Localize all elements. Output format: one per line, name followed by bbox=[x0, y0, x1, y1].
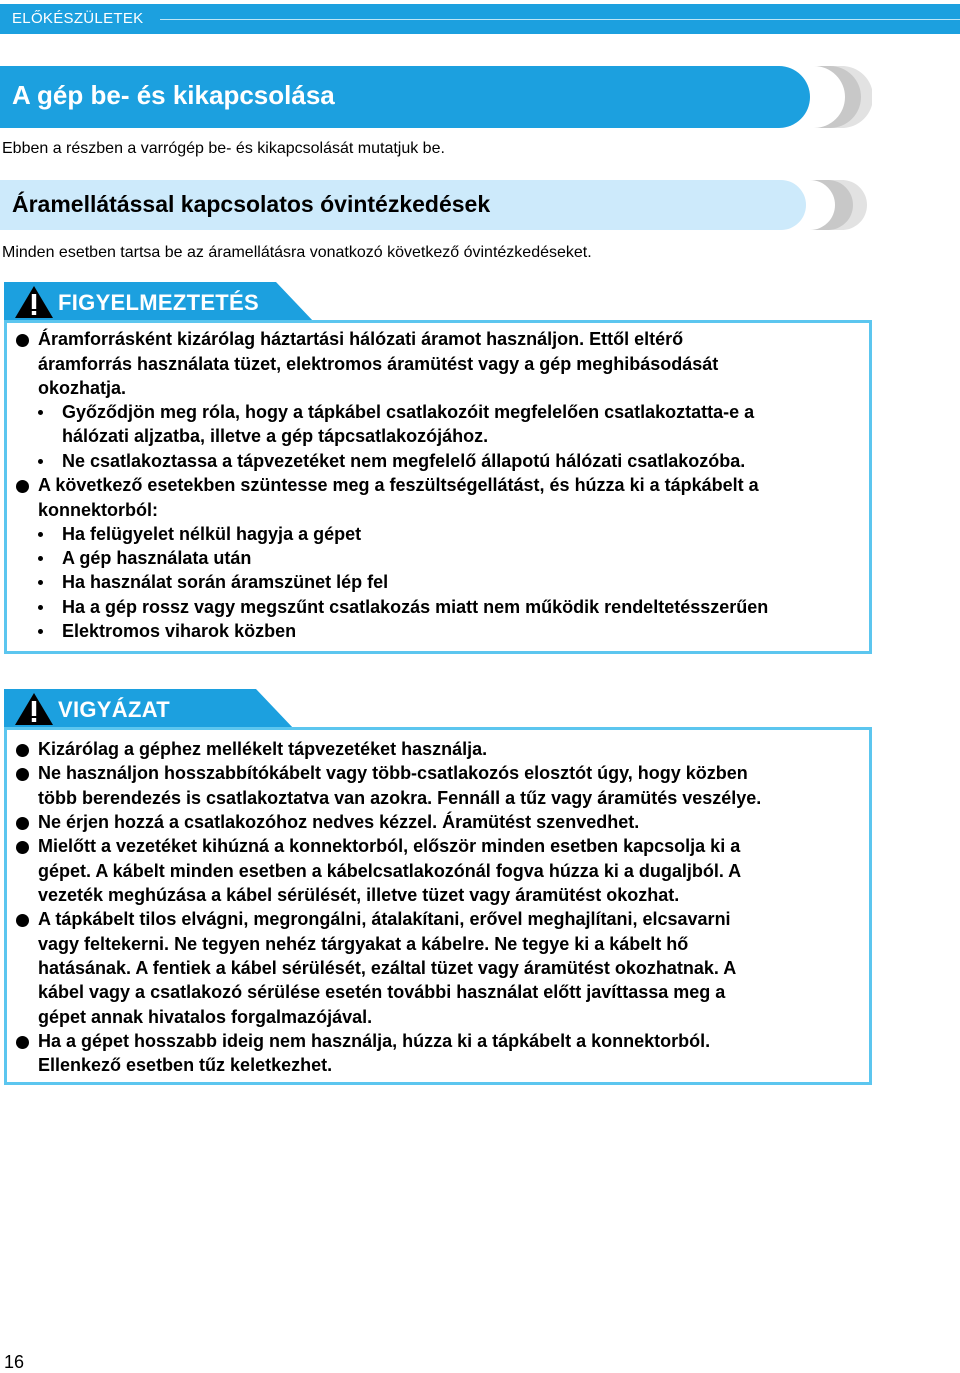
warning-text-line: okozhatja. bbox=[38, 378, 127, 398]
warning-text-line: hálózati aljzatba, illetve a gép tápcsatlakozójához. bbox=[62, 426, 489, 446]
caution-text-line: vagy feltekerni. Ne tegyen nehéz tárgyakat a kábelre. Ne tegye ki a kábelt hő bbox=[38, 934, 689, 954]
sub-bullet-icon bbox=[38, 410, 43, 415]
intro-text: Ebben a részben a varrógép be- és kikapcsolását mutatjuk be. bbox=[2, 140, 445, 157]
caution-text-line: Ellenkező esetben tűz keletkezhet. bbox=[38, 1055, 333, 1075]
caution-title: VIGYÁZAT bbox=[58, 697, 170, 722]
bullet-icon bbox=[16, 817, 29, 830]
bullet-icon bbox=[16, 744, 29, 757]
bullet-icon bbox=[16, 334, 29, 347]
page-title: A gép be- és kikapcsolása bbox=[12, 80, 335, 110]
caution-text-line: több berendezés is csatlakoztatva van azokra. Fennáll a tűz vagy áramütés veszélye. bbox=[38, 788, 762, 808]
page-title-band bbox=[0, 66, 810, 128]
caution-text-line: vezeték meghúzása a kábel sérülését, illetve tüzet vagy áramütést okozhat. bbox=[38, 885, 680, 905]
section-header-rule bbox=[160, 19, 960, 20]
subsection-intro-text: Minden esetben tartsa be az áramellátásra vonatkozó következő óvintézkedéseket. bbox=[2, 244, 592, 261]
caution-text-line: Mielőtt a vezetéket kihúzná a konnektorból, először minden esetben kapcsolja ki a bbox=[38, 836, 741, 856]
caution-text-line: hatásának. A fentiek a kábel sérülését, ezáltal tüzet vagy áramütést okozhatnak. A bbox=[38, 958, 737, 978]
warning-text-line: Ha a gép rossz vagy megszűnt csatlakozás miatt nem működik rendeltetésszerűen bbox=[62, 597, 769, 617]
sub-bullet-icon bbox=[38, 556, 43, 561]
warning-text-line: A következő esetekben szüntesse meg a feszültségellátást, és húzza ki a tápkábelt a bbox=[38, 475, 759, 495]
sub-bullet-icon bbox=[38, 629, 43, 634]
sub-bullet-icon bbox=[38, 605, 43, 610]
caution-text-line: gépet annak hivatalos forgalmazójával. bbox=[38, 1007, 373, 1027]
sub-bullet-icon bbox=[38, 532, 43, 537]
warning-text-line: konnektorból: bbox=[38, 500, 158, 520]
caution-triangle-icon bbox=[14, 692, 54, 726]
subsection-title-band bbox=[0, 180, 806, 230]
warning-text-line: Győződjön meg róla, hogy a tápkábel csatlakozóit megfelelően csatlakoztatta-e a bbox=[62, 402, 755, 422]
section-header-bar bbox=[0, 4, 960, 34]
warning-text-line: Elektromos viharok közben bbox=[62, 621, 297, 641]
subsection-decoration-icon bbox=[798, 180, 868, 230]
warning-text-line: Ha felügyelet nélkül hagyja a gépet bbox=[62, 524, 362, 544]
warning-triangle-icon bbox=[14, 285, 54, 319]
caution-text-line: Ne használjon hosszabbítókábelt vagy több-csatlakozós elosztót úgy, hogy közben bbox=[38, 763, 748, 783]
sub-bullet-icon bbox=[38, 580, 43, 585]
sub-bullet-icon bbox=[38, 459, 43, 464]
caution-text-line: Ha a gépet hosszabb ideig nem használja, húzza ki a tápkábelt a konnektorból. bbox=[38, 1031, 711, 1051]
subsection-title: Áramellátással kapcsolatos óvintézkedések bbox=[12, 191, 491, 217]
bullet-icon bbox=[16, 480, 29, 493]
bullet-icon bbox=[16, 914, 29, 927]
caution-text-line: Ne érjen hozzá a csatlakozóhoz nedves kézzel. Áramütést szenvedhet. bbox=[38, 812, 640, 832]
warning-text-line: Ha használat során áramszünet lép fel bbox=[62, 572, 389, 592]
warning-text-line: áramforrás használata tüzet, elektromos áramütést vagy a gép meghibásodását bbox=[38, 354, 719, 374]
caution-text-line: gépet. A kábelt minden esetben a kábelcsatlakozónál fogva húzza ki a dugaljból. A bbox=[38, 861, 742, 881]
caution-text-line: A tápkábelt tilos elvágni, megrongálni, átalakítani, erővel meghajlítani, elcsavarni bbox=[38, 909, 731, 929]
bullet-icon bbox=[16, 841, 29, 854]
warning-text-line: Áramforrásként kizárólag háztartási hálózati áramot használjon. Ettől eltérő bbox=[38, 329, 684, 349]
caution-header bbox=[4, 689, 294, 729]
page-number: 16 bbox=[4, 1352, 25, 1372]
caution-text-line: kábel vagy a csatlakozó sérülése esetén további használat előtt javíttassa meg a bbox=[38, 982, 726, 1002]
warning-title: FIGYELMEZTETÉS bbox=[58, 290, 259, 315]
bullet-icon bbox=[16, 768, 29, 781]
bullet-icon bbox=[16, 1036, 29, 1049]
warning-header bbox=[4, 282, 314, 322]
warning-text-line: Ne csatlakoztassa a tápvezetéket nem megfelelő állapotú hálózati csatlakozóba. bbox=[62, 451, 746, 471]
title-decoration-icon bbox=[800, 66, 872, 128]
caution-box bbox=[4, 727, 872, 1085]
caution-text-line: Kizárólag a géphez mellékelt tápvezetéket használja. bbox=[38, 739, 488, 759]
section-label: ELŐKÉSZÜLETEK bbox=[12, 10, 144, 27]
warning-box bbox=[4, 320, 872, 654]
warning-text-line: A gép használata után bbox=[62, 548, 252, 568]
